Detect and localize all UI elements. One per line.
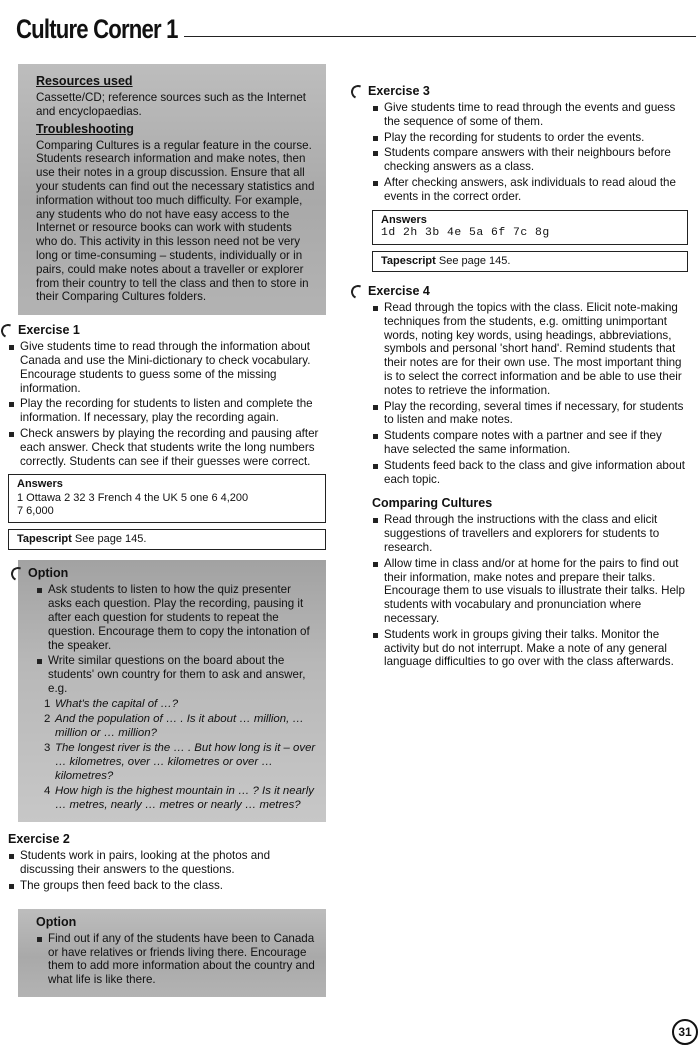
answers-line: 1 Ottawa 2 32 3 French 4 the UK 5 one 6 4,200 [17, 491, 249, 504]
tapescript-label: Tapescript [381, 254, 436, 267]
option-2-list [36, 932, 316, 987]
exercise-2-heading [8, 832, 326, 846]
option-1-box [18, 560, 326, 822]
exercise-3-title: Exercise 3 [368, 84, 430, 98]
answers-line: 1d 2h 3b 4e 5a 6f 7c 8g [381, 227, 550, 240]
list-item: Give students time to read through the information about Canada and use the Mini-dictionary to check vocabulary. Encourage students to guess some of the missing information. [8, 340, 326, 395]
cd-icon [0, 323, 14, 337]
troubleshooting-text: Comparing Cultures is a regular feature in the course. Students research information and make notes, then use their notes in a group discussion. Ensure that all your students can find out the necessary statistics and information without too much difficulty. For example, any students who do not have easy access to the Internet or resource books can work with students who do. This activity in this lesson need not be very long or time-consuming – students, individually or in pairs, could make notes about a traveller or explorer from their country to tell the class and then to store in their Comparing Cultures folders. [36, 138, 315, 304]
list-item: After checking answers, ask individuals to read aloud the events in the correct order. [372, 176, 688, 204]
exercise-1-answers-box [8, 474, 326, 523]
page-number: 31 [672, 1019, 698, 1045]
exercise-3-heading [350, 84, 688, 98]
list-item: Students work in groups giving their talks. Monitor the activity but do not interrupt. Make a note of any general language difficulties to go over with the class afterwards. [372, 628, 688, 669]
question-list [36, 698, 316, 813]
list-item: Play the recording, several times if necessary, for students to listen and make notes. [372, 400, 688, 428]
list-item: Write similar questions on the board about the students' own country for them to ask and answer, e.g. [36, 654, 316, 695]
list-item: Check answers by playing the recording and pausing after each answer. Check that students write the long numbers correctly. Students can see if their guesses were correct. [8, 427, 326, 468]
exercise-4-heading [350, 284, 688, 298]
comparing-cultures-list [372, 513, 688, 669]
troubleshooting-heading: Troubleshooting [36, 121, 134, 136]
list-item: Students compare answers with their neighbours before checking answers as a class. [372, 146, 688, 174]
title-rule [184, 36, 696, 37]
header [16, 14, 696, 50]
exercise-1-title: Exercise 1 [18, 323, 80, 338]
list-item: Read through the topics with the class. Elicit note-making techniques from the students, e.g. omitting unimportant words, noting key words, using headings, abbreviations, symbols and personal 'short hand'. Remind students that their notes are for their own use. The most important thing is to select the correct information and be able to use their notes to retrieve the information. [372, 301, 688, 398]
list-item: Allow time in class and/or at home for the pairs to find out their information, make notes and prepare their talks. Encourage them to use visuals to illustrate their talks. Help students with vocabulary and pronunciation where necessary. [372, 557, 688, 626]
tapescript-text: See page 145. [74, 532, 147, 545]
option-1-heading [10, 566, 316, 580]
cd-icon [350, 84, 364, 98]
exercise-4-list [372, 301, 688, 486]
resources-box [18, 64, 326, 315]
question-item: 4 How high is the highest mountain in … ? Is it nearly … metres, nearly … metres or nearly … metres? [44, 785, 314, 811]
option-2-title: Option [36, 914, 77, 929]
list-item: Students compare notes with a partner and see if they have selected the same information. [372, 429, 688, 457]
exercise-1-tapescript-box [8, 529, 326, 551]
tapescript-text: See page 145. [438, 254, 511, 267]
option-2-heading [36, 915, 316, 929]
exercise-1-heading [0, 323, 326, 337]
exercise-4-title: Exercise 4 [368, 284, 430, 299]
exercise-1-list [8, 340, 326, 468]
list-item: Students work in pairs, looking at the photos and discussing their answers to the questions. [8, 849, 326, 877]
list-item: Play the recording for students to order the events. [372, 131, 688, 145]
list-item: Play the recording for students to listen and complete the information. If necessary, play the recording again. [8, 397, 326, 425]
right-column [358, 84, 688, 671]
exercise-2-title: Exercise 2 [8, 832, 70, 847]
list-item: Students feed back to the class and give information about each topic. [372, 459, 688, 487]
left-column [8, 64, 326, 997]
list-item: Give students time to read through the events and guess the sequence of some of them. [372, 101, 688, 129]
question-item: 2 And the population of … . Is it about … million, … million or … million? [44, 713, 304, 739]
exercise-3-answers-box [372, 210, 688, 245]
answers-label: Answers [381, 213, 427, 226]
answers-label: Answers [17, 478, 63, 491]
cd-icon [10, 566, 24, 580]
tapescript-label: Tapescript [17, 532, 72, 545]
question-item: 3 The longest river is the … . But how long is it – over … kilometres, over … kilometres or over … kilometres? [44, 742, 316, 782]
list-item: Read through the instructions with the class and elicit suggestions of travellers and explorers for students to research. [372, 513, 688, 554]
list-item: Find out if any of the students have been to Canada or have relatives or friends living there. Encourage them to add more information about the country and what life is like there. [36, 932, 316, 987]
answers-line: 7 6,000 [17, 505, 54, 518]
option-2-box [18, 909, 326, 997]
list-item: The groups then feed back to the class. [8, 879, 326, 893]
option-1-title: Option [28, 566, 69, 581]
resources-text: Cassette/CD; reference sources such as the Internet and encyclopaedias. [36, 91, 307, 118]
exercise-2-list [8, 849, 326, 892]
cd-icon [350, 284, 364, 298]
resources-heading: Resources used [36, 74, 133, 88]
exercise-3-list [372, 101, 688, 204]
comparing-cultures-heading: Comparing Cultures [372, 496, 493, 511]
exercise-3-tapescript-box [372, 251, 688, 273]
question-item: 1 What's the capital of …? [44, 697, 179, 710]
option-1-list [36, 583, 316, 695]
list-item: Ask students to listen to how the quiz presenter asks each question. Play the recording, pausing it after each question for students to repeat the question. Encourage them to copy the intonation of the speaker. [36, 583, 316, 652]
page-title: Culture Corner 1 [16, 14, 178, 44]
